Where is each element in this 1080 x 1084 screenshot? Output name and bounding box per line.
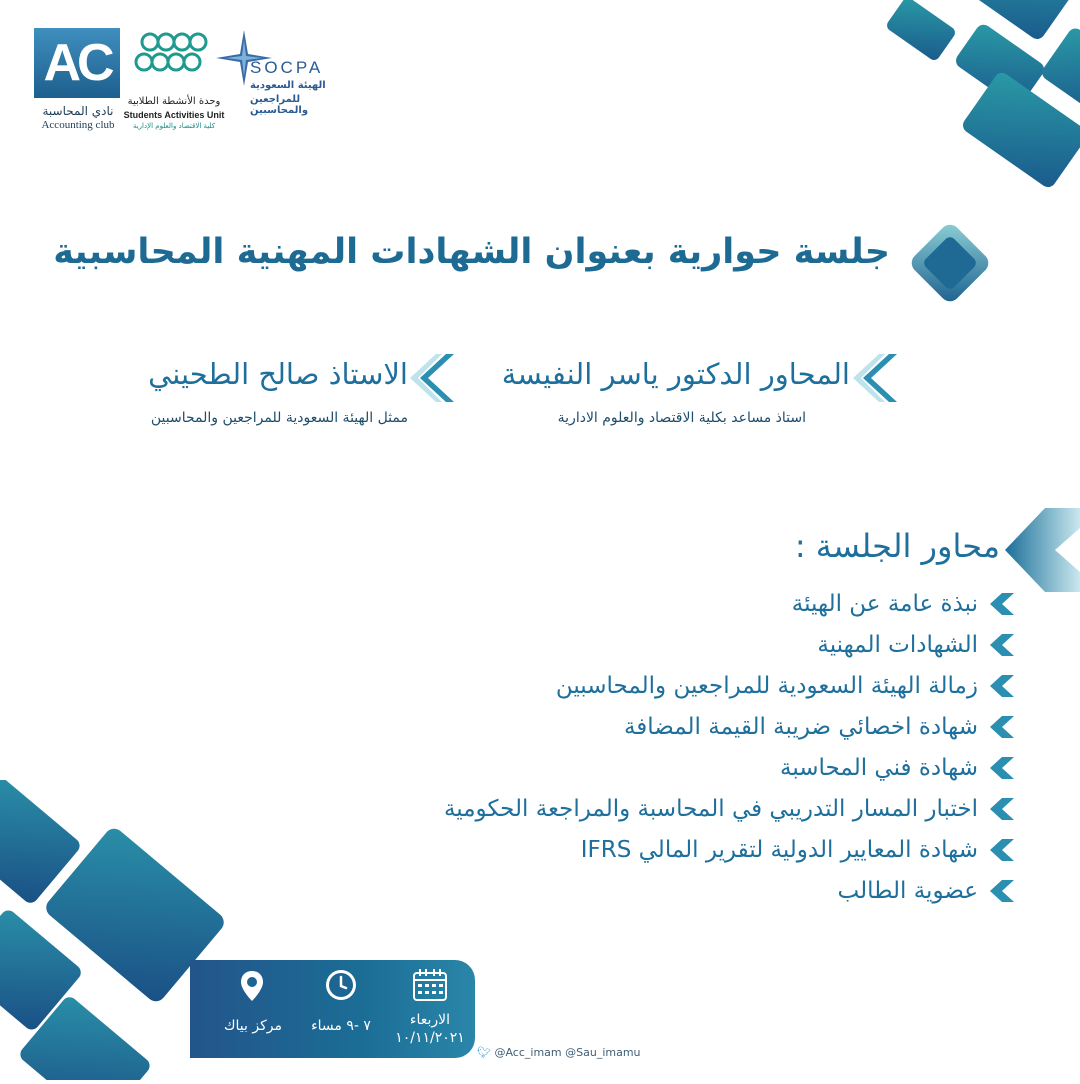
list-item — [294, 748, 1014, 789]
agenda-chevron-icon — [1005, 508, 1080, 592]
list-item — [294, 625, 1014, 666]
agenda-item-text: اختبار المسار التدريبي في المحاسبة والمراجعة الحكومية — [443, 795, 978, 822]
students-unit-college: كلية الاقتصاد والعلوم الإدارية — [132, 122, 216, 130]
agenda-item-text: الشهادات المهنية — [817, 632, 978, 659]
social-handles-text: @Acc_imam @Sau_imamu — [494, 1046, 641, 1059]
bullet-chevron-icon — [988, 714, 1014, 740]
bullet-chevron-icon — [988, 673, 1014, 699]
sponsor-logos — [14, 24, 354, 134]
calendar-icon — [412, 968, 448, 1002]
list-item — [294, 707, 1014, 748]
agenda-heading: محاور الجلسة : — [794, 527, 1000, 565]
page-title: جلسة حوارية بعنوان الشهادات المهنية المحاسبية — [53, 232, 890, 272]
socpa-logo-text: SOCPA — [250, 58, 324, 77]
bullet-chevron-icon — [988, 837, 1014, 863]
socpa-arabic-line2: للمراجعين والمحاسبين — [250, 94, 309, 116]
agenda-item-text: شهادة اخصائي ضريبة القيمة المضافة — [623, 714, 978, 741]
title-diamond-icon — [900, 213, 1000, 313]
agenda-list — [294, 584, 1014, 911]
clock-icon — [324, 968, 358, 1002]
bullet-chevron-icon — [988, 755, 1014, 781]
students-unit-arabic: وحدة الأنشطة الطلابية — [127, 96, 221, 107]
social-handles — [477, 1046, 641, 1059]
speaker-1-name: المحاور الدكتور ياسر النفيسة — [501, 357, 850, 391]
bullet-chevron-icon — [988, 796, 1014, 822]
students-unit-english: Students Activities Unit — [123, 110, 225, 120]
list-item — [294, 870, 1014, 911]
accounting-club-arabic: نادي المحاسبة — [42, 104, 114, 118]
speaker-2-role: ممثل الهيئة السعودية للمراجعين والمحاسبين — [150, 410, 408, 426]
event-day: الاربعاء — [409, 1012, 451, 1028]
chevron-left-icon — [853, 352, 897, 404]
bullet-chevron-icon — [988, 632, 1014, 658]
list-item — [294, 666, 1014, 707]
location-pin-icon — [240, 970, 264, 1002]
speaker-1-role: استاذ مساعد بكلية الاقتصاد والعلوم الادارية — [557, 410, 806, 426]
list-item — [294, 584, 1014, 625]
accounting-club-english: Accounting club — [41, 119, 115, 131]
list-item — [294, 788, 1014, 829]
event-date: ١٠/١١/٢٠٢١ — [395, 1030, 465, 1046]
event-location: مركز بياك — [224, 1018, 282, 1034]
chevron-left-icon — [410, 352, 454, 404]
twitter-icon: 🐦︎ — [477, 1046, 491, 1059]
bullet-chevron-icon — [988, 878, 1014, 904]
bullet-chevron-icon — [988, 591, 1014, 617]
speaker-2-name: الاستاذ صالح الطحيني — [148, 357, 408, 391]
agenda-item-text: زمالة الهيئة السعودية للمراجعين والمحاسبين — [555, 673, 978, 700]
agenda-item-text: شهادة فني المحاسبة — [780, 755, 978, 781]
agenda-item-text: نبذة عامة عن الهيئة — [791, 591, 978, 618]
students-unit-logo — [134, 28, 214, 88]
list-item — [294, 829, 1014, 870]
agenda-item-text: عضوية الطالب — [837, 877, 978, 904]
event-info-bar — [190, 960, 475, 1058]
accounting-club-logo: AC — [34, 28, 120, 98]
socpa-arabic-line1: الهيئة السعودية — [250, 80, 326, 91]
event-time: ٧ -٩ مساء — [311, 1018, 371, 1034]
agenda-item-text: شهادة المعايير الدولية لتقرير المالي IFRS — [580, 836, 978, 863]
